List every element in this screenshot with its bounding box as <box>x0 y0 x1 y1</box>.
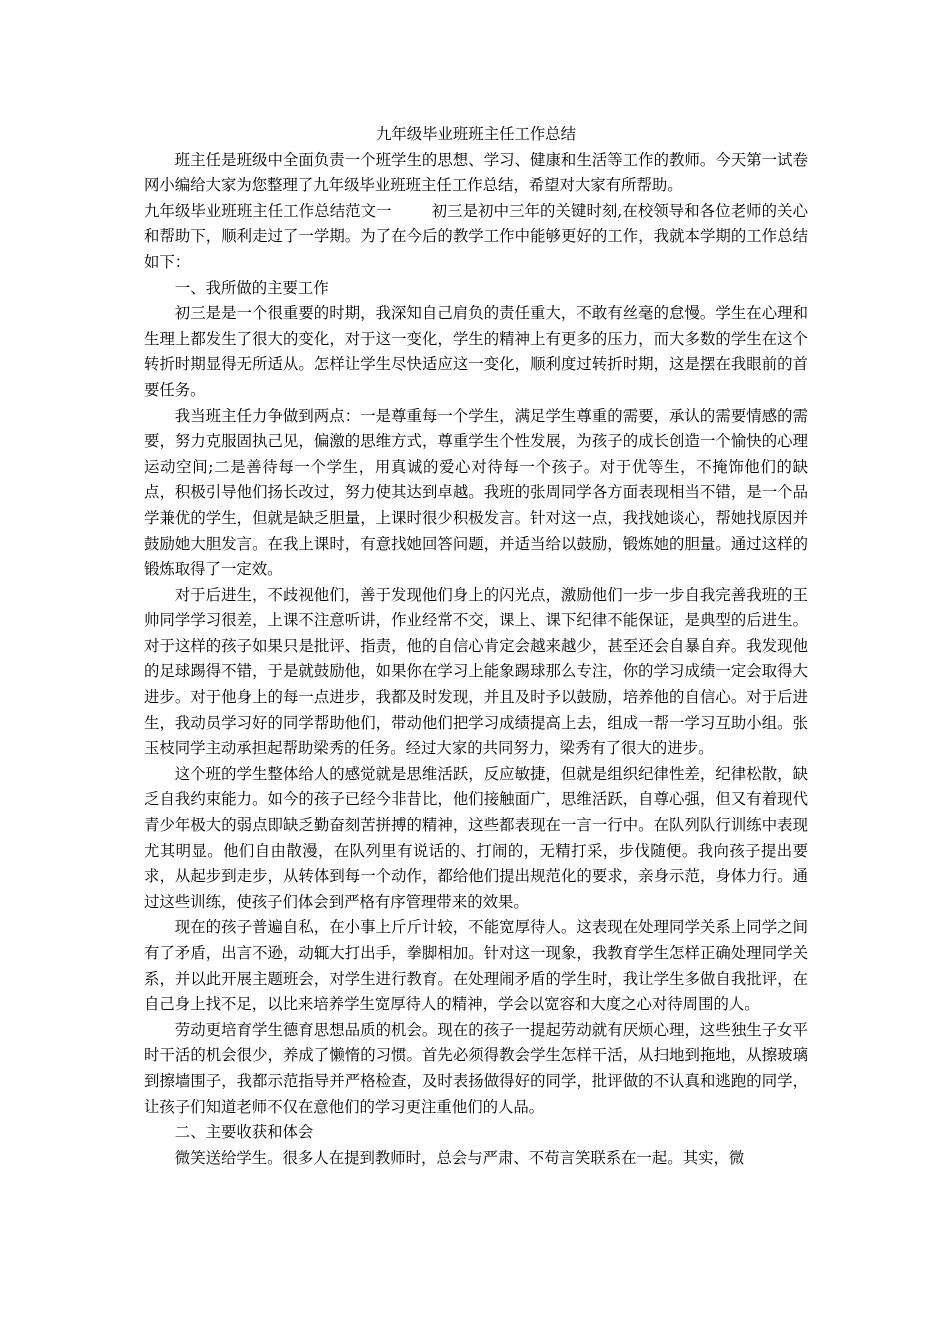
document-body <box>144 122 808 1171</box>
body-paragraph: 劳动更培育学生德育思想品质的机会。现在的孩子一提起劳动就有厌烦心理，这些独生子女平时干活的机会很少，养成了懒惰的习惯。首先必须得教会学生怎样干活，从扫地到拖地，从擦玻璃到擦墙围子，我都示范指导并严格检查，及时表扬做得好的同学，批评做的不认真和逃跑的同学，让孩子们知道老师不仅在意他们的学习更注重他们的人品。 <box>144 1020 808 1116</box>
body-paragraph: 微笑送给学生。很多人在提到教师时，总会与严肃、不苟言笑联系在一起。其实，微 <box>174 1148 745 1167</box>
intro-paragraph: 班主任是班级中全面负责一个班学生的思想、学习、健康和生活等工作的教师。今天第一试卷网小编给大家为您整理了九年级毕业班班主任工作总结，希望对大家有所帮助。 <box>144 150 808 195</box>
sample-paragraph <box>144 199 808 276</box>
section-heading-1: 一、我所做的主要工作 <box>174 278 329 297</box>
body-paragraph: 这个班的学生整体给人的感觉就是思维活跃，反应敏捷，但就是组织纪律性差，纪律松散，缺乏自我约束能力。如今的孩子已经今非昔比，他们接触面广，思维活跃，自尊心强，但又有着现代青少年极大的弱点即缺乏勤奋刻苦拼搏的精神，这些都表现在一言一行中。在队列队行训练中表现尤其明显。他们自由散漫，在队列里有说话的、打闹的，无精打采，步伐随便。我向孩子提出要求，从起步到走步，从转体到每一个动作，都给他们提出规范化的要求，亲身示范，身体力行。通过这些训练，使孩子们体会到严格有序管理带来的效果。 <box>144 764 808 911</box>
sample-opening: 初三是初中三年的关键时刻,在校领导和各位老师的关心和帮助下，顺利走过了一学期。为了在今后的教学工作中能够更好的工作，我就本学期的工作总结如下： <box>144 201 808 271</box>
document-title: 九年级毕业班班主任工作总结 <box>375 125 577 143</box>
sample-label: 九年级毕业班班主任工作总结范文一 <box>144 201 392 220</box>
body-paragraph: 初三是是一个很重要的时期，我深知自己肩负的责任重大，不敢有丝毫的怠慢。学生在心理和生理上都发生了很大的变化，对于这一变化，学生的精神上有更多的压力，而大多数的学生在这个转折时期显得无所适从。怎样让学生尽快适应这一变化，顺利度过转折时期，这是摆在我眼前的首要任务。 <box>144 304 808 399</box>
body-paragraph: 对于后进生，不歧视他们，善于发现他们身上的闪光点，激励他们一步一步自我完善我班的王帅同学学习很差，上课不注意听讲，作业经常不交，课上、课下纪律不能保证，是典型的后进生。对于这样的孩子如果只是批评、指责，他的自信心肯定会越来越少，甚至还会自暴自弃。我发现他的足球踢得不错，于是就鼓励他，如果你在学习上能象踢球那么专注，你的学习成绩一定会取得大进步。对于他身上的每一点进步，我都及时发现，并且及时予以鼓励，培养他的自信心。对于后进生，我动员学习好的同学帮助他们，带动他们把学习成绩提高上去，组成一帮一学习互助小组。张玉枝同学主动承担起帮助梁秀的任务。经过大家的共同努力，梁秀有了很大的进步。 <box>144 585 808 758</box>
section-heading-2: 二、主要收获和体会 <box>174 1123 314 1142</box>
body-paragraph: 我当班主任力争做到两点：一是尊重每一个学生，满足学生尊重的需要，承认的需要情感的需要，努力克服固执己见，偏激的思维方式，尊重学生个性发展，为孩子的成长创造一个愉快的心理运动空间;二是善待每一个学生，用真诚的爱心对待每一个孩子。对于优等生，不掩饰他们的缺点，积极引导他们扬长改过，努力使其达到卓越。我班的张周同学各方面表现相当不错，是一个品学兼优的学生，但就是缺乏胆量，上课时很少积极发言。针对这一点，我找她谈心，帮她找原因并鼓励她大胆发言。在我上课时，有意找她回答问题，并适当给以鼓励，锻炼她的胆量。通过这样的锻炼取得了一定效。 <box>144 406 808 579</box>
body-paragraph: 现在的孩子普遍自私，在小事上斤斤计较，不能宽厚待人。这表现在处理同学关系上同学之间有了矛盾，出言不逊，动辄大打出手，拳脚相加。针对这一现象，我教育学生怎样正确处理同学关系，并以此开展主题班会，对学生进行教育。在处理闹矛盾的学生时，我让学生多做自我批评，在自己身上找不足，以比来培养学生宽厚待人的精神，学会以宽容和大度之心对待周围的人。 <box>144 918 808 1014</box>
